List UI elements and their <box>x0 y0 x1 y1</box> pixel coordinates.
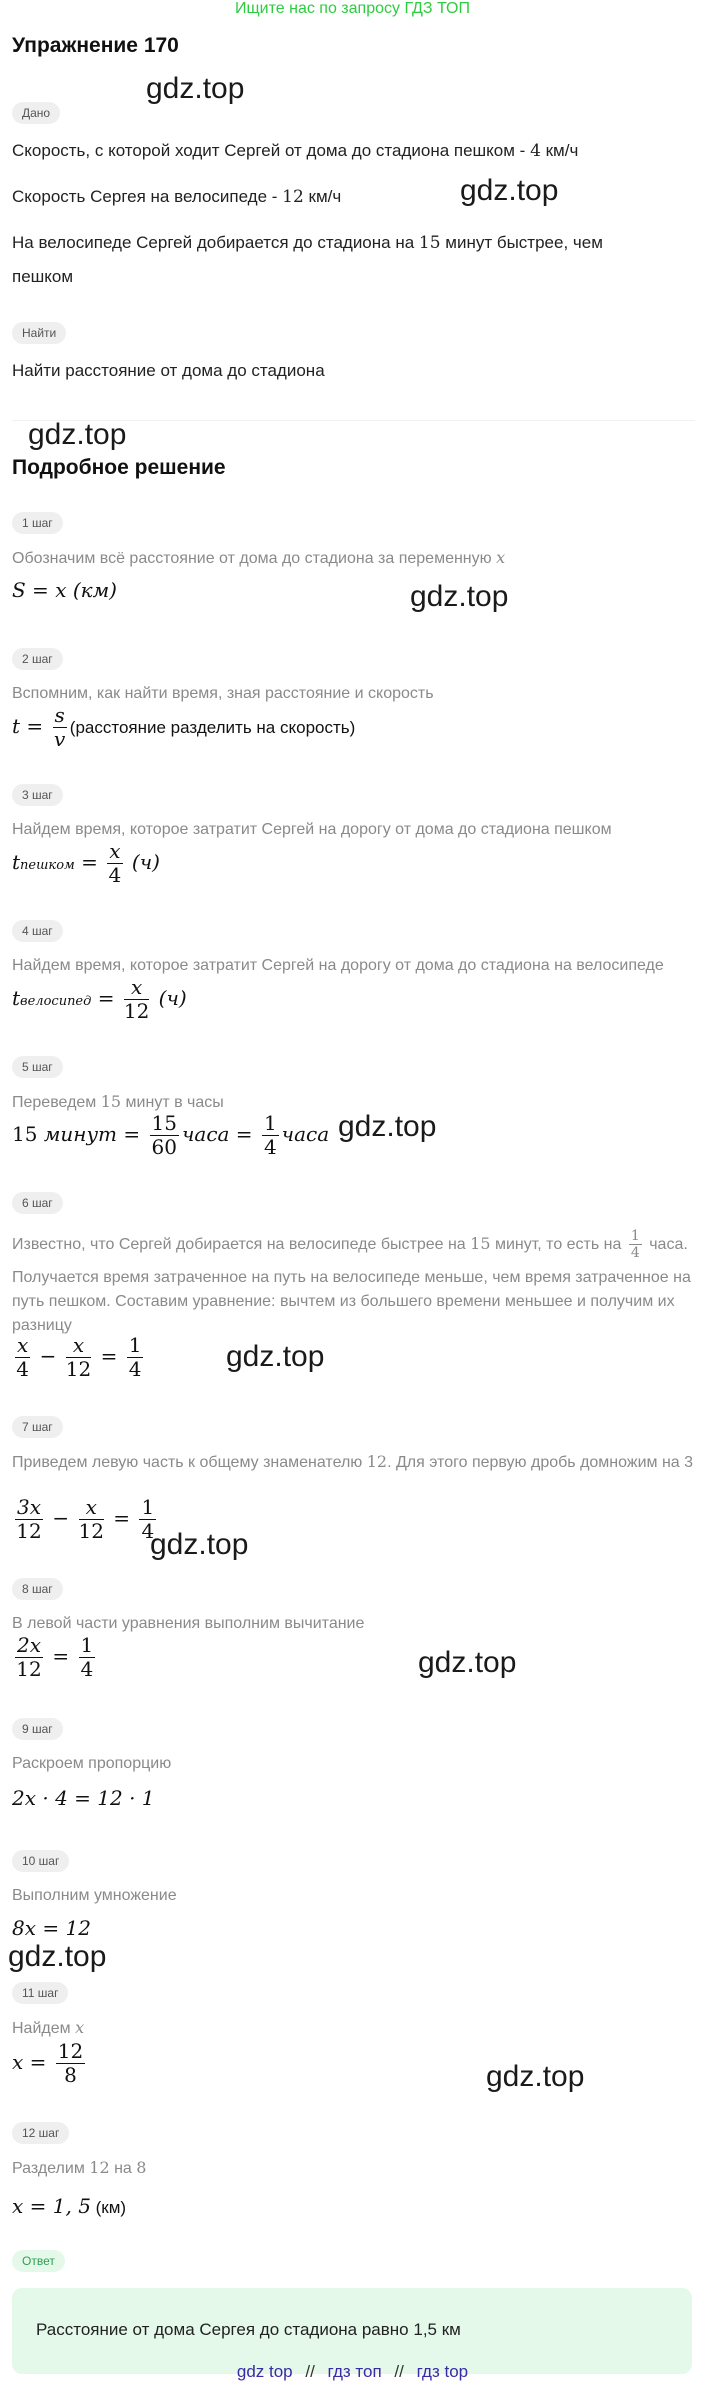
step-7-text: Приведем левую часть к общему знаменателю 12. Для этого первую дробь домножим на 3 <box>12 1452 694 1471</box>
given-line-1: Скорость, с которой ходит Сергей от дома до стадиона пешком - 4 км/ч <box>12 141 579 161</box>
step-4-text: Найдем время, которое затратит Сергей на дорогу от дома до стадиона на велосипеде <box>12 957 664 974</box>
step-12-badge: 12 шаг <box>12 2122 69 2144</box>
watermark: gdz.top <box>410 580 509 613</box>
step-11-formula: x = $\frac{12}{8}$ <box>12 2039 84 2087</box>
step-4-formula: tвелосипед = $\frac{x}{12}$ (ч) <box>12 975 187 1023</box>
watermark: gdz.top <box>226 1340 325 1373</box>
step-8-badge: 8 шаг <box>12 1578 63 1600</box>
answer-badge: Ответ <box>12 2250 65 2272</box>
step-9-formula: 2x · 4 = 12 · 1 <box>12 1786 155 1810</box>
step-2-formula: t = $\frac{s}{v}$ (расстояние разделить на скорость) <box>12 703 356 751</box>
step-6-badge: 6 шаг <box>12 1192 63 1214</box>
step-12-formula: x = 1, 5 (км) <box>12 2194 127 2218</box>
given-badge: Дано <box>12 102 60 124</box>
step-3-text: Найдем время, которое затратит Сергей на дорогу от дома до стадиона пешком <box>12 821 612 838</box>
step-11-badge: 11 шаг <box>12 1982 68 2004</box>
watermark: gdz.top <box>146 72 245 105</box>
step-8-text: В левой части уравнения выполним вычитание <box>12 1615 365 1632</box>
given-line-4: пешком <box>12 267 74 286</box>
footer-link-gdz-top-ru[interactable]: гдз топ <box>327 2362 382 2381</box>
watermark: gdz.top <box>486 2060 585 2093</box>
step-8-formula: $\frac{2x}{12}$ = $\frac{1}{4}$ <box>16 1633 94 1681</box>
footer-links <box>0 2362 705 2382</box>
footer-divider-2: // <box>394 2362 404 2381</box>
footer-link-gdz-top[interactable]: gdz top <box>236 2362 293 2381</box>
given-line-2: Скорость Сергея на велосипеде - 12 км/ч <box>12 187 342 207</box>
step-10-formula: 8x = 12 <box>12 1916 91 1940</box>
step-3-badge: 3 шаг <box>12 784 63 806</box>
step-4-badge: 4 шаг <box>12 920 63 942</box>
watermark: gdz.top <box>8 1940 107 1973</box>
watermark: gdz.top <box>460 174 559 207</box>
step-5-badge: 5 шаг <box>12 1056 63 1078</box>
step-2-text: Вспомним, как найти время, зная расстояние и скорость <box>12 685 434 702</box>
watermark: gdz.top <box>338 1110 437 1143</box>
step-1-badge: 1 шаг <box>12 512 63 534</box>
step-3-formula: tпешком = $\frac{x}{4}$ (ч) <box>12 839 160 887</box>
watermark: gdz.top <box>150 1528 249 1561</box>
step-6-text-1: Известно, что Сергей добирается на велосипеде быстрее на 15 минут, то есть на $\frac{1}{4}$ часа. <box>12 1228 688 1262</box>
step-7-badge: 7 шаг <box>12 1416 63 1438</box>
solution-title: Подробное решение <box>12 456 226 479</box>
watermark: gdz.top <box>28 418 127 451</box>
given-line-3: На велосипеде Сергей добирается до стадиона на 15 минут быстрее, чем <box>12 233 603 253</box>
step-6-text-2: Получается время затраченное на путь на велосипеде меньше, чем время затраченное на путь пешком. Составим уравнение: вычтем из большего времени меньшее и получим их разницу <box>12 1269 691 1334</box>
step-6-formula: $\frac{x}{4}$ − $\frac{x}{12}$ = $\frac{1}{4}$ <box>16 1333 142 1381</box>
answer-text: Расстояние от дома Сергея до стадиона равно 1,5 км <box>36 2320 461 2339</box>
top-banner: Ищите нас по запросу ГДЗ ТОП <box>235 0 470 17</box>
step-1-text: Обозначим всё расстояние от дома до стадиона за переменную x <box>12 548 506 567</box>
step-11-text: Найдем x <box>12 2018 85 2037</box>
step-5-formula: 15 минут = $\frac{15}{60}$ часа = $\frac{1}{4}$ часа <box>12 1111 330 1159</box>
step-10-badge: 10 шаг <box>12 1850 69 1872</box>
footer-link-gdz-top-mixed[interactable]: гдз top <box>416 2362 469 2381</box>
step-7-formula: $\frac{3x}{12}$ − $\frac{x}{12}$ = $\frac{1}{4}$ <box>16 1495 155 1543</box>
step-9-text: Раскроем пропорцию <box>12 1755 172 1772</box>
find-badge: Найти <box>12 322 66 344</box>
find-text: Найти расстояние от дома до стадиона <box>12 361 325 380</box>
step-10-text: Выполним умножение <box>12 1887 177 1904</box>
step-5-text: Переведем 15 минут в часы <box>12 1092 224 1111</box>
step-2-badge: 2 шаг <box>12 648 63 670</box>
step-1-formula: S = x (км) <box>12 578 117 602</box>
footer-divider-1: // <box>305 2362 315 2381</box>
step-12-text: Разделим 12 на 8 <box>12 2158 147 2177</box>
page-title: Упражнение 170 <box>12 34 179 57</box>
watermark: gdz.top <box>418 1646 517 1679</box>
step-9-badge: 9 шаг <box>12 1718 63 1740</box>
